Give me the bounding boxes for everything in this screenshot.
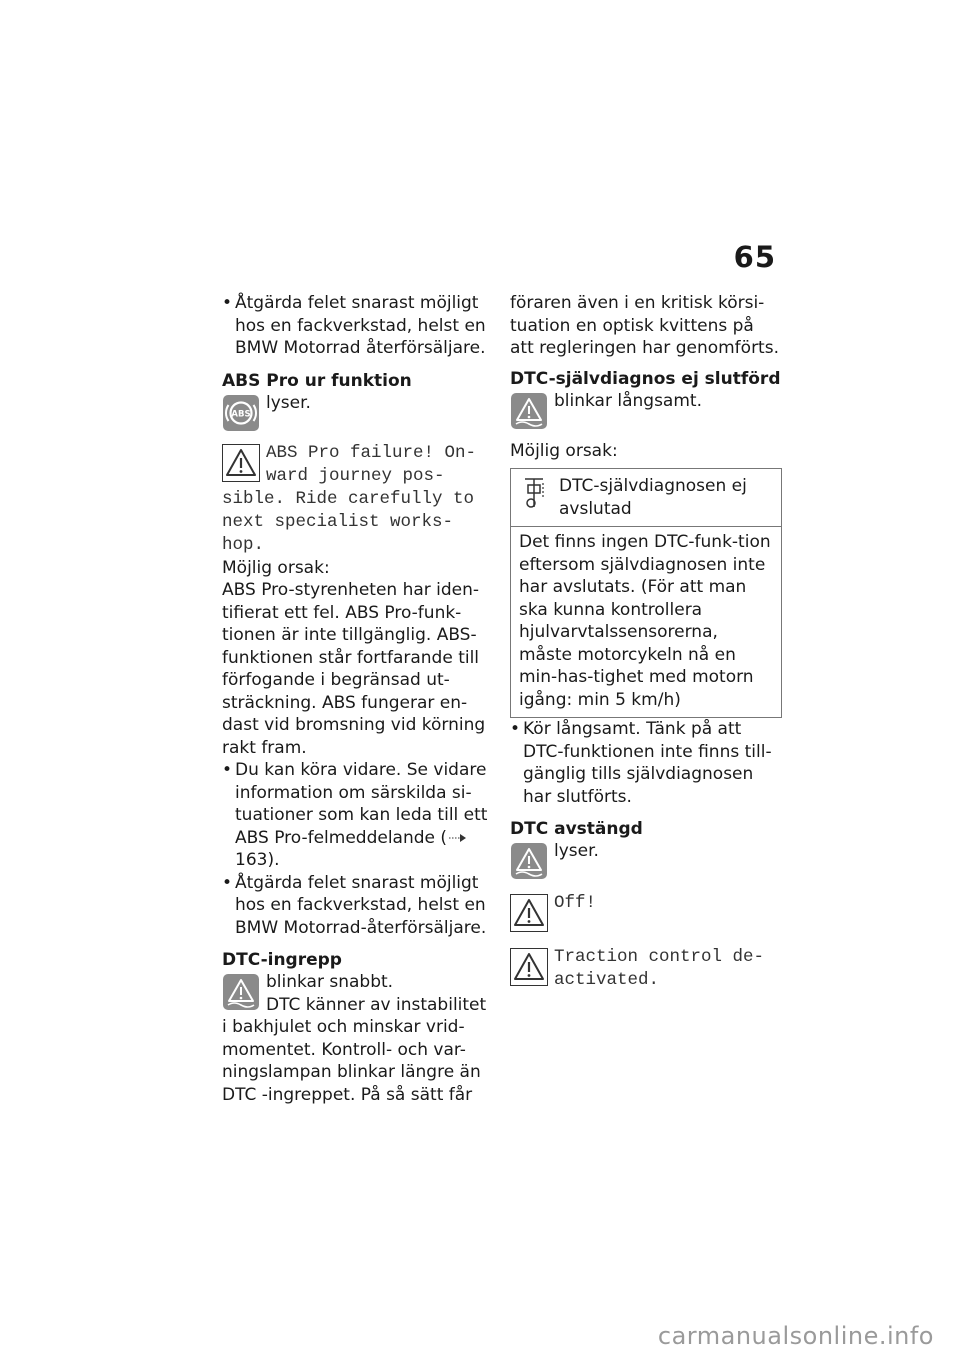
watermark: carmanualsonline.info [657, 1322, 934, 1350]
wheel-sensor-icon [519, 475, 549, 511]
traction-message-row [510, 946, 782, 992]
bullet-fix-fault: • Åtgärda felet snarast möjligt hos en fackverkstad, helst en BMW Motorrad återförsäljare. [222, 292, 494, 360]
right-column [510, 292, 782, 992]
page-number: 65 [733, 240, 776, 274]
table-body-cell: Det finns ingen DTC-funk-tion eftersom självdiagnosen inte har avslutats. (För att man ska kunna kontrollera hjulvarvtalssensorerna, måste motorcykeln nå en min-has-tighet med motorn igång: min 5 km/h) [519, 532, 771, 710]
abs-description: ABS Pro-styrenheten har iden-tifierat ett fel. ABS Pro-funk-tionen är inte tillgänglig. ABS-funktionen står fortfarande till förfogande i begränsad ut-sträckning. ABS fungerar en-dast vid bromsning vid körning rakt fram. [222, 580, 486, 758]
abs-heading: ABS Pro ur funktion [222, 370, 412, 391]
table-header-text: DTC-självdiagnosen ej avslutad [559, 476, 747, 519]
abs-indicator-row [222, 392, 494, 432]
warning-triangle-icon-2 [510, 894, 548, 932]
abs-lyser: lyser. [266, 392, 311, 413]
page-reference-number: 163). [235, 850, 280, 870]
bullet-continue-text: Du kan köra vidare. Se vidare information om särskilda si-tuationer som kan leda till ett ABS Pro-felmeddelande ( [235, 760, 488, 848]
dtc-off-heading: DTC avstängd [510, 819, 643, 839]
dtc-ingrepp-heading: DTC-ingrepp [222, 950, 342, 970]
abs-warning-light-icon [222, 394, 260, 432]
dtc-off-light-icon [510, 842, 548, 880]
warning-triangle-icon-3 [510, 948, 548, 986]
svg-text:ABS: ABS [231, 409, 251, 419]
possible-cause-label-right: Möjlig orsak: [510, 440, 618, 461]
dtc-warning-light-icon [222, 973, 260, 1011]
warning-triangle-icon [222, 444, 260, 482]
dtc-ingrepp-description: DTC känner av instabilitet i bakhjulet och minskar vrid-momentet. Kontroll- och var-ningslampan blinkar längre än DTC -ingreppet. På så sätt får [222, 994, 487, 1105]
table-header-row [511, 469, 781, 527]
bullet-fix-fault-2: • Åtgärda felet snarast möjligt hos en fackverkstad, helst en BMW Motorrad-återförsäljare. [222, 872, 494, 940]
bullet-continue-riding [222, 759, 494, 872]
continued-paragraph: föraren även i en kritisk körsi-tuation en optisk kvittens på att regleringen har genomförts. [510, 293, 779, 358]
page-reference-arrow-icon [447, 832, 469, 844]
dtc-ingrepp-block [222, 971, 494, 1106]
dtc-selfdiag-heading: DTC-självdiagnos ej slutförd [510, 368, 781, 389]
dtc-selfdiag-light-icon [510, 392, 548, 430]
dtc-ingrepp-blinkar: blinkar snabbt. [266, 972, 394, 992]
abs-failure-block [222, 442, 494, 557]
off-message: Off! [554, 893, 597, 913]
dtc-off-lyser: lyser. [554, 841, 599, 861]
dtc-selfdiag-row [510, 390, 782, 430]
dtc-off-row [510, 840, 782, 880]
dtc-selfdiag-blinkar: blinkar långsamt. [554, 390, 702, 411]
bullet-ride-slowly: • Kör långsamt. Tänk på att DTC-funktionen inte finns till-gänglig tills självdiagnosen har slutförts. [510, 718, 782, 808]
traction-control-message: Traction control de-activated. [554, 947, 765, 990]
selfdiag-table [510, 468, 782, 718]
left-column [222, 292, 494, 1106]
abs-failure-message: ABS Pro failure! On-ward journey pos-sible. Ride carefully to next specialist works-hop. [222, 442, 477, 555]
possible-cause-label: Möjlig orsak: [222, 557, 330, 578]
off-message-row [510, 892, 782, 932]
